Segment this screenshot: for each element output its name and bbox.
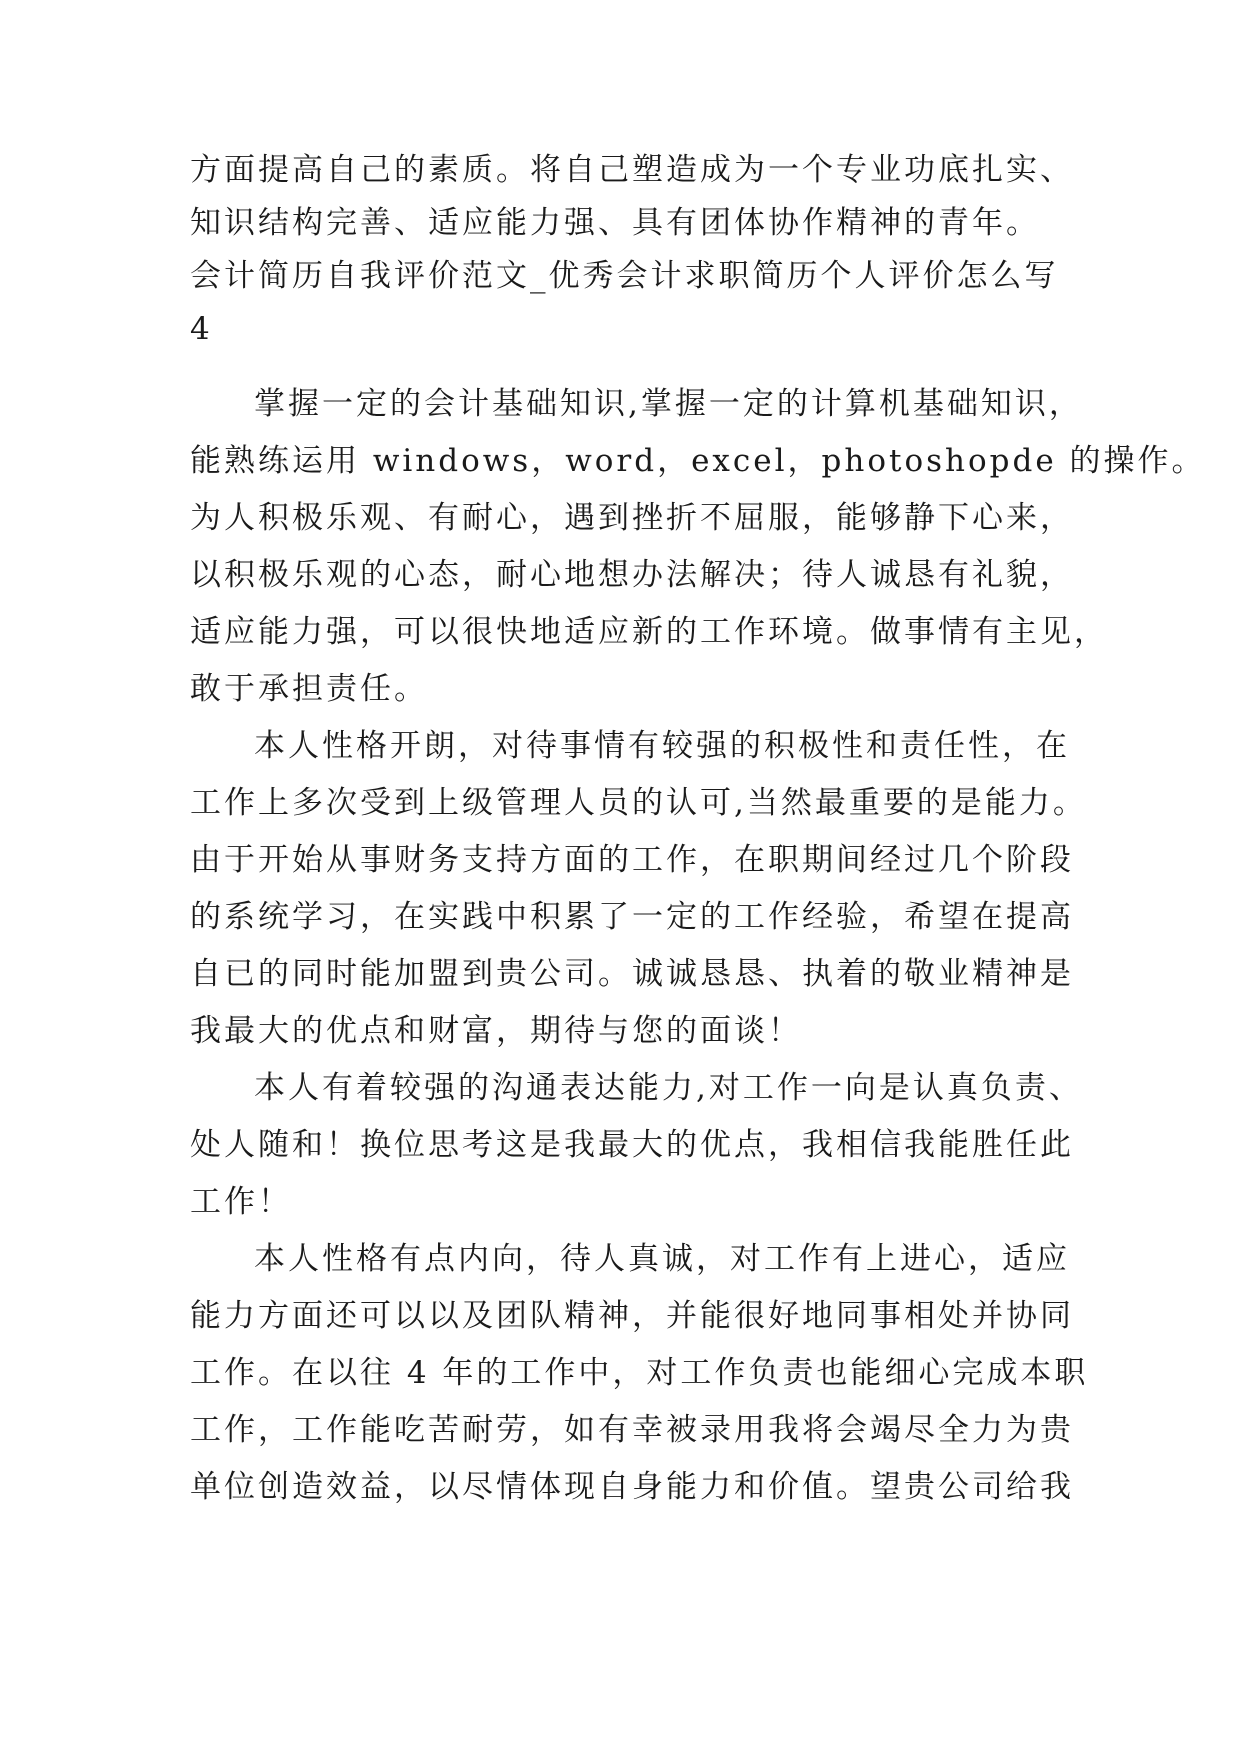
text-line: 自已的同时能加盟到贵公司。诚诚恳恳、执着的敬业精神是 xyxy=(190,956,1074,992)
paragraph-first-line: 掌握一定的会计基础知识,掌握一定的计算机基础知识， xyxy=(254,386,1083,422)
text-line: 以积极乐观的心态，耐心地想办法解决；待人诚恳有礼貌， xyxy=(190,557,1074,593)
text-line: 工作上多次受到上级管理人员的认可,当然最重要的是能力。 xyxy=(190,785,1087,821)
text-line: 知识结构完善、适应能力强、具有团体协作精神的青年。 xyxy=(190,205,1040,241)
text-line: 工作！ xyxy=(190,1184,292,1220)
text-line: 由于开始从事财务支持方面的工作，在职期间经过几个阶段 xyxy=(190,842,1074,878)
text-line: 为人积极乐观、有耐心，遇到挫折不屈服，能够静下心来， xyxy=(190,500,1074,536)
text-line: 单位创造效益，以尽情体现自身能力和价值。望贵公司给我 xyxy=(190,1469,1074,1505)
paragraph-first-line: 本人性格有点内向，待人真诚，对工作有上进心，适应 xyxy=(254,1241,1070,1277)
section-heading: 会计简历自我评价范文_优秀会计求职简历个人评价怎么写 xyxy=(190,258,1059,294)
text-line: 能力方面还可以以及团队精神，并能很好地同事相处并协同 xyxy=(190,1298,1074,1334)
text-line: 能熟练运用 windows，word，excel，photoshopde 的操作。 xyxy=(190,443,1206,479)
text-line: 处人随和！换位思考这是我最大的优点，我相信我能胜任此 xyxy=(190,1127,1074,1163)
text-line: 我最大的优点和财富，期待与您的面谈！ xyxy=(190,1013,802,1049)
text-line: 方面提高自己的素质。将自己塑造成为一个专业功底扎实、 xyxy=(190,152,1074,188)
text-line: 敢于承担责任。 xyxy=(190,671,428,707)
section-heading-number: 4 xyxy=(190,311,213,347)
text-line: 工作。在以往 4 年的工作中，对工作负责也能细心完成本职 xyxy=(190,1355,1089,1391)
paragraph-first-line: 本人有着较强的沟通表达能力,对工作一向是认真负责、 xyxy=(254,1070,1083,1106)
text-line: 工作，工作能吃苦耐劳，如有幸被录用我将会竭尽全力为贵 xyxy=(190,1412,1074,1448)
paragraph-first-line: 本人性格开朗，对待事情有较强的积极性和责任性，在 xyxy=(254,728,1070,764)
text-line: 的系统学习，在实践中积累了一定的工作经验，希望在提高 xyxy=(190,899,1074,935)
text-line: 适应能力强，可以很快地适应新的工作环境。做事情有主见， xyxy=(190,614,1108,650)
